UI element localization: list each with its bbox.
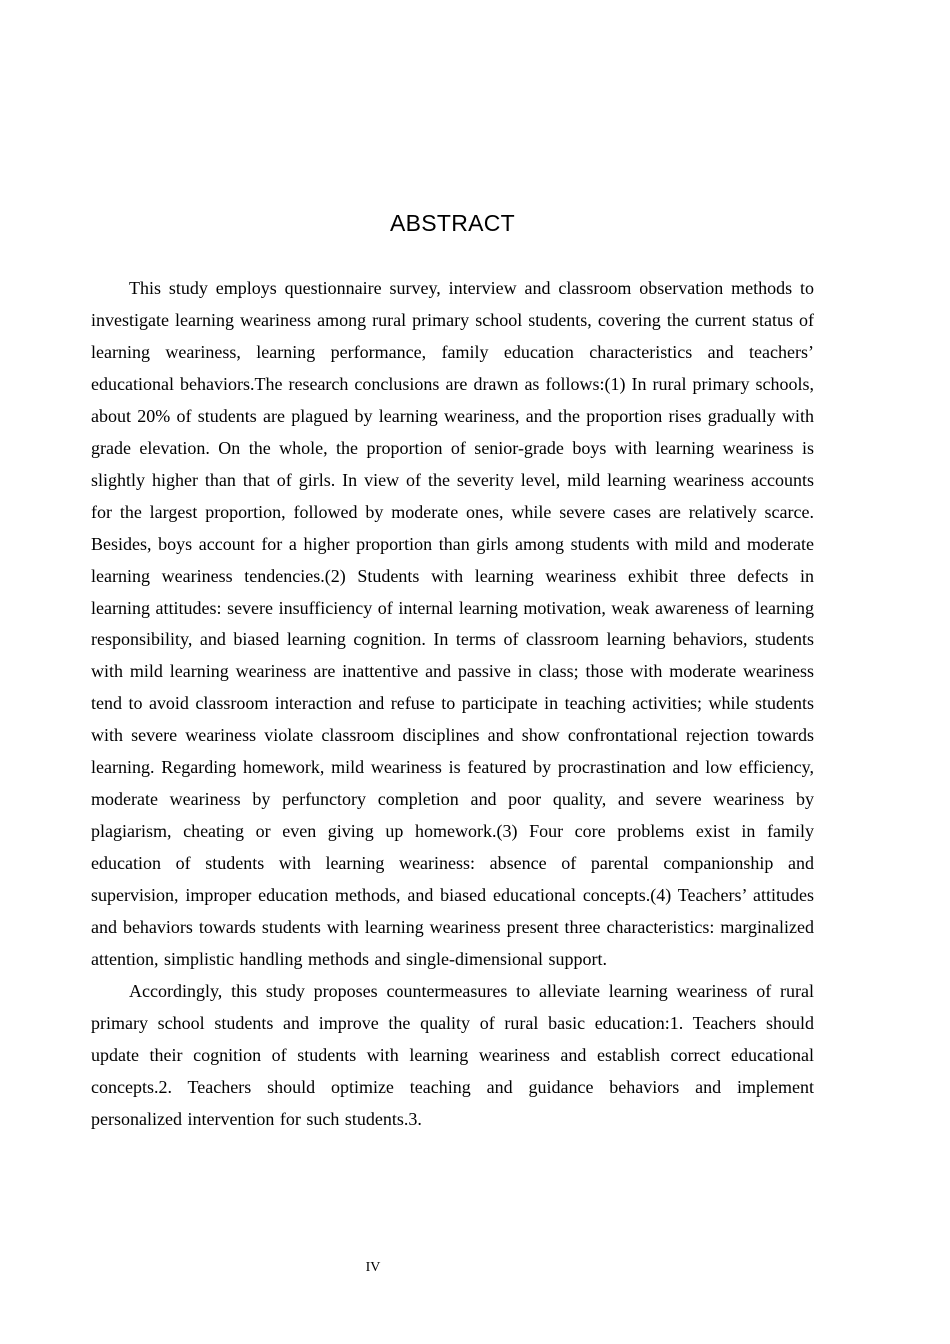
page-number: IV	[365, 1260, 381, 1275]
abstract-body	[91, 273, 814, 1136]
abstract-paragraph-2: Accordingly, this study proposes countermeasures to alleviate learning weariness of rural primary school students and improve the quality of rural basic education:1. Teachers should update their cognition of students with learning weariness and establish correct educational concepts.2. Teachers should optimize teaching and guidance behaviors and implement personalized intervention for such students.3.	[91, 980, 814, 1129]
page-title: ABSTRACT	[389, 210, 516, 236]
abstract-paragraph-1: This study employs questionnaire survey, interview and classroom observation methods to investigate learning weariness among rural primary school students, covering the current status of learning weariness, learning performance, family education characteristics and teachers’ educational behaviors.The research conclusions are drawn as follows:(1) In rural primary schools, about 20% of students are plagued by learning weariness, and the proportion rises gradually with grade elevation. On the whole, the proportion of senior-grade boys with learning weariness is slightly higher than that of girls. In view of the severity level, mild learning weariness accounts for the largest proportion, followed by moderate ones, while severe cases are relatively scarce. Besides, boys account for a higher proportion than girls among students with mild and moderate learning weariness tendencies.(2) Students with learning weariness exhibit three defects in learning attitudes: severe insufficiency of internal learning motivation, weak awareness of learning responsibility, and biased learning cognition. In terms of classroom learning behaviors, students with mild learning weariness are inattentive and passive in class; those with moderate weariness tend to avoid classroom interaction and refuse to participate in teaching activities; while students with severe weariness violate classroom disciplines and show confrontational rejection towards learning. Regarding homework, mild weariness is featured by procrastination and low efficiency, moderate weariness by perfunctory completion and poor quality, and severe weariness by plagiarism, cheating or even giving up homework.(3) Four core problems exist in family education of students with learning weariness: absence of parental companionship and supervision, improper education methods, and biased educational concepts.(4) Teachers’ attitudes and behaviors towards students with learning weariness present three characteristics: marginalized attention, simplistic handling methods and single-dimensional support.	[91, 278, 814, 970]
